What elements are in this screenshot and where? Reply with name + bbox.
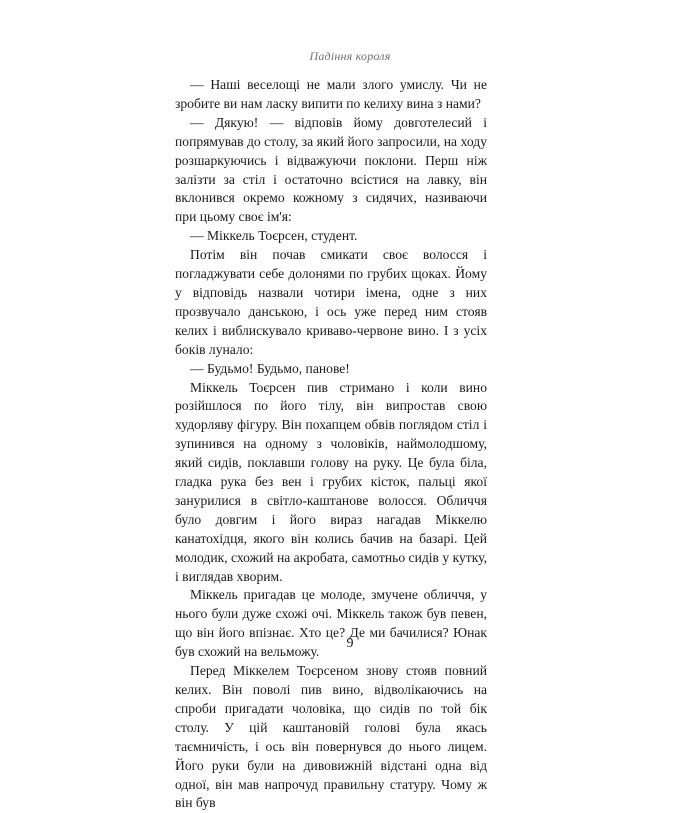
paragraph: — Будьмо! Будьмо, панове! — [190, 360, 350, 376]
paragraph: Міккель пригадав це молоде, змучене обличчя, у нього були дуже схожі очі. Міккель також був певен, що він його впізнає. Хто це? Де ми бачилися? Юнак був схожий на вельможу. — [175, 587, 487, 660]
paragraph: — Дякую! — відповів йому довготелесий і попрямував до столу, за який його запросили, на ходу розшаркуючись і відважуючи поклони. Перш ніж залізти за стіл і остаточно всістися на лавку, він вклонився окремо кожному з сидячих, називаючи при цьому своє ім'я: — [175, 114, 487, 225]
running-header: Падіння короля — [309, 49, 391, 63]
paragraph: Міккель Тоєрсен пив стримано і коли вино розійшлося по його тілу, він випростав свою худорляву фігуру. Він похапцем обвів поглядом стіл і зупинився на одному з чоловіків, наймолодшому, який сидів, поклавши голову на руку. Це була біла, гладка рука без вен і грубих кісток, пальці якої занурилися в світло-каштанове волосся. Обличчя було довгим і його вираз нагадав Міккелю канатохідця, якого він колись бачив на базарі. Цей молодик, схожий на акробата, самотньо сидів у кутку, і виглядав хворим. — [175, 379, 487, 584]
paragraph: — Міккель Тоєрсен, студент. — [190, 228, 358, 244]
paragraph: Потім він почав смикати своє волосся і погладжувати себе долонями по грубих щоках. Йому у відповідь назвали чотири імена, одне з них прозвучало данською, і ось уже перед ним стояв келих і виблискувало криваво-червоне вино. І з усіх боків лунало: — [175, 247, 487, 357]
page-number: 9 — [346, 636, 354, 651]
body-text — [175, 76, 487, 813]
paragraph: — Наші веселощі не мали злого умислу. Чи не зробите ви нам ласку випити по келиху вина з нами? — [175, 77, 487, 111]
paragraph: Перед Міккелем Тоєрсеном знову стояв повний келих. Він поволі пив вино, відволікаючись на спроби пригадати чоловіка, що сидів по той бік столу. У цій каштановій голові була якась таємничість, і ось він повернувся до нього лицем. Його руки були на дивовижній відстані одна від одної, він мав напрочуд правильну статуру. Чому ж він був — [175, 663, 487, 811]
